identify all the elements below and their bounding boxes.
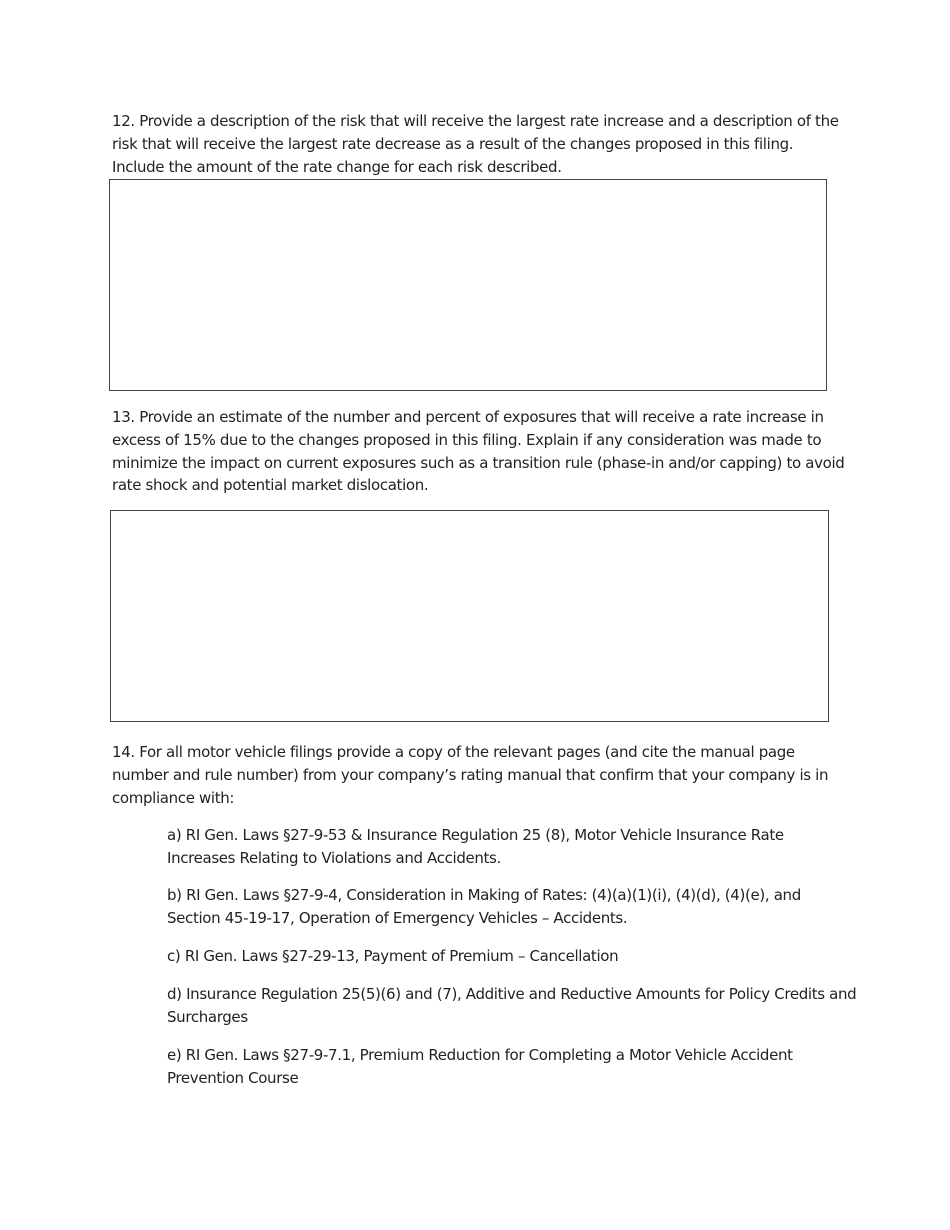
question-12-answer-box[interactable]: [109, 179, 827, 391]
question-14-item-c: c) RI Gen. Laws §27-29-13, Payment of Premium – Cancellation: [167, 947, 619, 965]
question-14-item-d: d) Insurance Regulation 25(5)(6) and (7), Additive and Reductive Amounts for Policy Credits and Surcharges: [167, 985, 857, 1026]
question-14-item-e: e) RI Gen. Laws §27-9-7.1, Premium Reduction for Completing a Motor Vehicle Accident Prevention Course: [167, 1046, 793, 1087]
question-14-item-b: b) RI Gen. Laws §27-9-4, Consideration in Making of Rates: (4)(a)(1)(i), (4)(d), (4)(e), and Section 45-19-17, Operation of Emergency Vehicles – Accidents.: [167, 886, 801, 927]
question-13-text: 13. Provide an estimate of the number and percent of exposures that will receive a rate increase in excess of 15% due to the changes proposed in this filing. Explain if any consideration was made to minimize the impact on current exposures such as a transition rule (phase-in and/or capping) to avoid rate shock and potential market dislocation.: [112, 408, 845, 495]
question-14-item-a: a) RI Gen. Laws §27-9-53 & Insurance Regulation 25 (8), Motor Vehicle Insurance Rate Increases Relating to Violations and Accidents.: [167, 826, 784, 867]
question-13-answer-box[interactable]: [110, 510, 829, 722]
question-12-text: 12. Provide a description of the risk that will receive the largest rate increase and a description of the risk that will receive the largest rate decrease as a result of the changes proposed in this filing. Include the amount of the rate change for each risk described.: [112, 112, 839, 176]
question-14-text: 14. For all motor vehicle filings provide a copy of the relevant pages (and cite the manual page number and rule number) from your company’s rating manual that confirm that your company is in compliance with:: [112, 743, 829, 807]
